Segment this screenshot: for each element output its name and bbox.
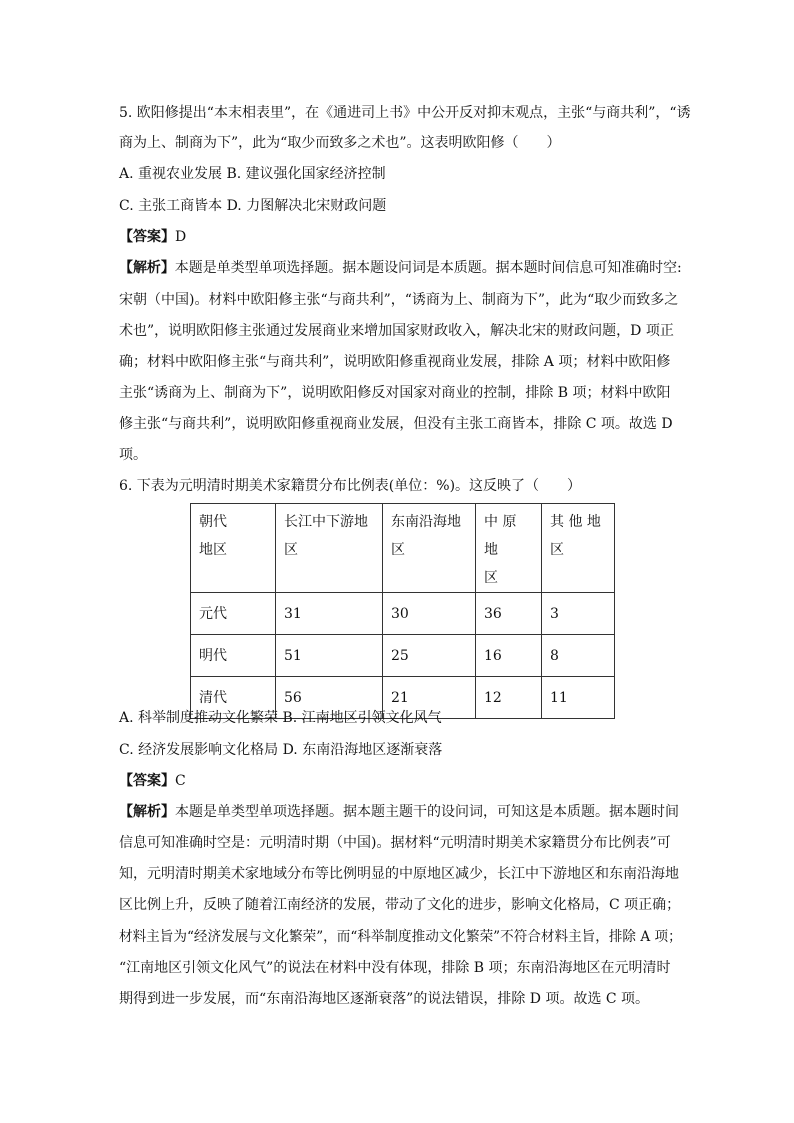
q6-analysis-text-1: 本题是单类型单项选择题。据本题主题干的设问词，可知这是本质题。据本题时间 [175,804,679,820]
table-header-row [191,504,615,593]
q5-analysis-line-4: 确；材料中欧阳修主张“与商共利”，说明欧阳修重视商业发展，排除 A 项；材料中欧阳修 [119,354,671,370]
q6-options-line-1: A. 科举制度推动文化繁荣 B. 江南地区引领文化风气 [119,710,442,726]
table-row-yuan [191,593,615,635]
q5-answer-value: D [175,229,187,245]
q5-analysis-line-1 [119,258,680,278]
cell-value: 12 [476,677,542,719]
cell-dynasty: 明代 [191,635,276,677]
header-cell-yangtze [276,504,383,593]
cell-value: 16 [476,635,542,677]
header-other-line1: 其 他 地 [550,514,601,530]
cell-value: 8 [542,635,615,677]
q5-analysis-line-2: 宋朝（中国)。材料中欧阳修主张“与商共利”，“诱商为上、制商为下”，此为“取少而致多之 [119,292,679,308]
header-central-line2: 区 [484,570,498,586]
q6-analysis-line-1 [119,802,682,822]
q6-answer-value: C [175,773,186,789]
q5-options-line-1: A. 重视农业发展 B. 建议强化国家经济控制 [119,166,386,182]
q6-analysis-label: 【解析】 [119,804,175,820]
q6-options-line-2: C. 经济发展影响文化格局 D. 东南沿海地区逐渐衰落 [119,742,443,758]
cell-value: 31 [276,593,383,635]
header-other-line2: 区 [550,542,564,558]
q6-analysis-line-4: 区比例上升，反映了随着江南经济的发展，带动了文化的进步，影响文化格局，C 项正确； [119,897,681,913]
header-yangtze-line1: 长江中下游地 [284,514,368,530]
header-southeast-line1: 东南沿海地 [391,514,461,530]
q6-analysis-line-7: 期得到进一步发展，而“东南沿海地区逐渐衰落”的说法错误，排除 D 项。故选 C 项。 [119,991,650,1007]
header-cell-dynasty [191,504,276,593]
header-cell-other [542,504,615,593]
q5-analysis-line-6: 修主张“与商共利”，说明欧阳修重视商业发展，但没有主张工商皆本，排除 C 项。故选 D [119,416,673,432]
q5-analysis-line-5: 主张“诱商为上、制商为下”，说明欧阳修反对国家对商业的控制，排除 B 项；材料中欧阳 [119,385,671,401]
cell-value: 56 [276,677,383,719]
table-row-ming [191,635,615,677]
q5-analysis-text-1: 本题是单类型单项选择题。据本题设问词是本质题。据本题时间信息可知准确时空: [174,260,682,276]
q5-stem-line-1: 5. 欧阳修提出“本末相表里”，在《通进司上书》中公开反对抑末观点，主张“与商共利”，“诱 [119,105,691,121]
cell-value: 25 [383,635,476,677]
q5-stem-line-2: 商为上、制商为下”，此为“取少而致多之术也”。这表明欧阳修（ ） [119,135,561,151]
q5-answer [119,227,186,247]
cell-value: 51 [276,635,383,677]
cell-dynasty: 元代 [191,593,276,635]
q5-options-line-2: C. 主张工商皆本 D. 力图解决北宋财政问题 [119,198,387,214]
cell-value: 36 [476,593,542,635]
q6-answer [119,771,186,791]
header-dynasty-line2: 地区 [199,542,227,558]
q6-analysis-line-3: 知，元明清时期美术家地域分布等比例明显的中原地区减少，长江中下游地区和东南沿海地 [119,866,679,882]
header-central-line1: 中 原 地 [484,514,517,558]
distribution-table [190,503,615,719]
header-yangtze-line2: 区 [284,542,298,558]
header-southeast-line2: 区 [391,542,405,558]
q6-analysis-line-6: “江南地区引领文化风气”的说法在材料中没有体现，排除 B 项；东南沿海地区在元明清时 [119,960,671,976]
cell-value: 11 [542,677,615,719]
q6-stem: 6. 下表为元明清时期美术家籍贯分布比例表(单位：%)。这反映了（ ） [119,478,582,494]
header-cell-central [476,504,542,593]
cell-value: 21 [383,677,476,719]
cell-value: 3 [542,593,615,635]
q5-answer-label: 【答案】 [119,229,175,245]
cell-dynasty: 清代 [191,677,276,719]
header-dynasty-line1: 朝代 [199,514,227,530]
cell-value: 30 [383,593,476,635]
q6-answer-label: 【答案】 [119,773,175,789]
q6-analysis-line-5: 材料主旨为“经济发展与文化繁荣”，而“科举制度推动文化繁荣”不符合材料主旨，排除 A 项； [119,929,682,945]
header-cell-southeast [383,504,476,593]
q5-analysis-label: 【解析】 [119,260,175,276]
q5-analysis-line-3: 术也”，说明欧阳修主张通过发展商业来增加国家财政收入，解决北宋的财政问题，D 项正 [119,323,674,339]
q5-analysis-line-7: 项。 [119,447,147,463]
q6-analysis-line-2: 信息可知准确时空是：元明清时期（中国)。据材料“元明清时期美术家籍贯分布比例表”可 [119,835,671,851]
